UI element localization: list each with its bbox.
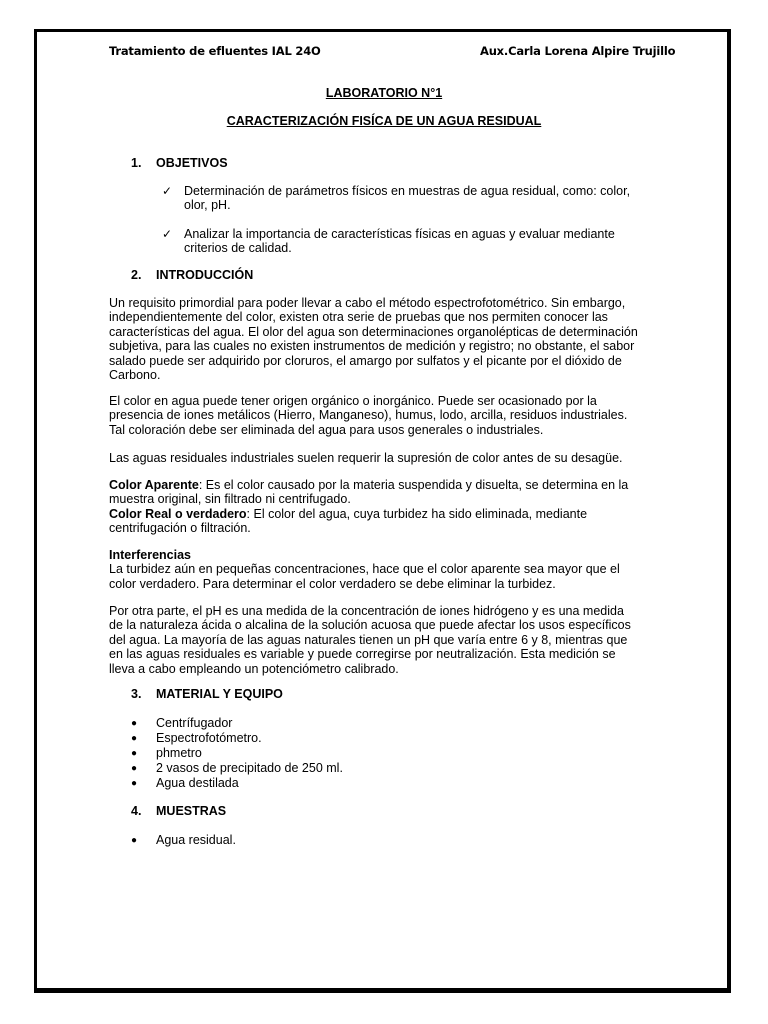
checkmark-icon: ✓	[162, 184, 173, 198]
section-heading-introduccion	[131, 268, 253, 282]
list-item	[131, 746, 202, 762]
section-number: 3.	[131, 687, 142, 701]
term-color-real: Color Real o verdadero	[109, 506, 247, 521]
interferencias-heading: Interferencias	[109, 548, 191, 562]
text-line: presencia de iones metálicos (Hierro, Manganeso), humus, lodo, arcilla, residuos industriales.	[109, 408, 628, 423]
ph-paragraph	[109, 604, 654, 676]
section-title: OBJETIVOS	[156, 156, 228, 170]
list-item-text: Agua destilada	[156, 776, 239, 790]
text-line: salado puede ser adquirido por cloruros, el amargo por sulfatos y el picante por el dióxido de	[109, 353, 622, 368]
objective-line: Analizar la importancia de características físicas en aguas y evaluar mediante	[184, 227, 615, 241]
objective-line: Determinación de parámetros físicos en muestras de agua residual, como: color,	[184, 184, 631, 198]
text-line: subjetiva, para las cuales no existen instrumentos de medición y registro; no obstante, el sabor	[109, 339, 635, 354]
section-number: 4.	[131, 804, 142, 818]
text-line: centrifugación o filtración.	[109, 521, 251, 536]
intro-paragraph-2	[109, 394, 654, 437]
section-heading-material	[131, 687, 283, 701]
text-line: del agua. La mayoría de las aguas naturales tienen un pH que varía entre 6 y 8, mientras que	[109, 632, 628, 647]
section-number: 2.	[131, 268, 142, 282]
list-item-text: Agua residual.	[156, 833, 236, 847]
text-line: El color en agua puede tener origen orgánico o inorgánico. Puede ser ocasionado por la	[109, 394, 597, 408]
bullet-icon: ●	[131, 733, 138, 744]
list-item-text: phmetro	[156, 746, 202, 760]
section-title: INTRODUCCIÓN	[156, 268, 254, 282]
text-line: en las aguas residuales es variable y puede corregirse por neutralización. Esta medición se	[109, 647, 616, 662]
section-heading-muestras	[131, 804, 226, 818]
text-line: independientemente del color, existen otra serie de pruebas que nos permiten conocer las	[109, 310, 608, 325]
text-line: características del agua. El olor del agua son determinaciones organolépticas de determinación	[109, 324, 638, 339]
bullet-icon: ●	[131, 763, 138, 774]
color-real-line	[109, 507, 654, 521]
list-item	[131, 833, 236, 849]
text-line: Un requisito primordial para poder llevar a cabo el método espectrofotométrico. Sin embargo,	[109, 296, 626, 310]
list-item	[131, 731, 262, 747]
list-item-text: Espectrofotómetro.	[156, 731, 262, 745]
text-line: de la naturaleza ácida o alcalina de la solución acuosa que puede afectar los usos específicos	[109, 618, 631, 633]
list-item-text: Centrífugador	[156, 716, 233, 730]
list-item	[131, 776, 239, 792]
header-author: Aux.Carla Lorena Alpire Trujillo	[480, 44, 676, 58]
checkmark-icon: ✓	[162, 227, 173, 241]
lab-title: LABORATORIO N°1	[325, 86, 443, 100]
header-course: Tratamiento de efluentes IAL 24O	[109, 44, 321, 58]
objective-item	[162, 184, 662, 212]
list-item-text: 2 vasos de precipitado de 250 ml.	[156, 761, 343, 775]
text-line: lleva a cabo empleando un potenciómetro calibrado.	[109, 661, 399, 676]
interferencias-block	[109, 548, 654, 591]
intro-paragraph-3	[109, 451, 654, 465]
section-heading-objetivos	[131, 156, 228, 170]
color-definitions	[109, 478, 654, 536]
text-line: Tal coloración debe ser eliminada del agua para usos generales o industriales.	[109, 422, 544, 437]
objective-line: criterios de calidad.	[184, 241, 292, 255]
definition-text: : Es el color causado por la materia suspendida y disuelta, se determina en la	[198, 478, 629, 492]
objective-line: olor, pH.	[184, 198, 231, 212]
bullet-icon: ●	[131, 778, 138, 789]
list-item	[131, 761, 343, 777]
document-subtitle: CARACTERIZACIÓN FISÍCA DE UN AGUA RESIDUAL	[226, 114, 542, 128]
text-line: Por otra parte, el pH es una medida de la concentración de iones hidrógeno y es una medida	[109, 604, 624, 618]
section-title: MATERIAL Y EQUIPO	[156, 687, 283, 701]
bullet-icon: ●	[131, 748, 138, 759]
text-line: Carbono.	[109, 368, 161, 383]
section-title: MUESTRAS	[156, 804, 227, 818]
color-aparente-line	[109, 478, 654, 492]
text-line: Las aguas residuales industriales suelen requerir la supresión de color antes de su desagüe.	[109, 451, 623, 465]
definition-text: : El color del agua, cuya turbidez ha sido eliminada, mediante	[246, 506, 588, 521]
section-number: 1.	[131, 156, 142, 170]
text-line: La turbidez aún en pequeñas concentraciones, hace que el color aparente sea mayor que el	[109, 562, 620, 577]
objective-item	[162, 227, 662, 255]
list-item	[131, 716, 232, 732]
bullet-icon: ●	[131, 835, 138, 846]
term-color-aparente: Color Aparente	[109, 478, 199, 492]
text-line: muestra original, sin filtrado ni centrifugado.	[109, 492, 351, 507]
text-line: color verdadero. Para determinar el color verdadero se debe eliminar la turbidez.	[109, 576, 556, 591]
intro-paragraph-1	[109, 296, 654, 382]
bullet-icon: ●	[131, 718, 138, 729]
